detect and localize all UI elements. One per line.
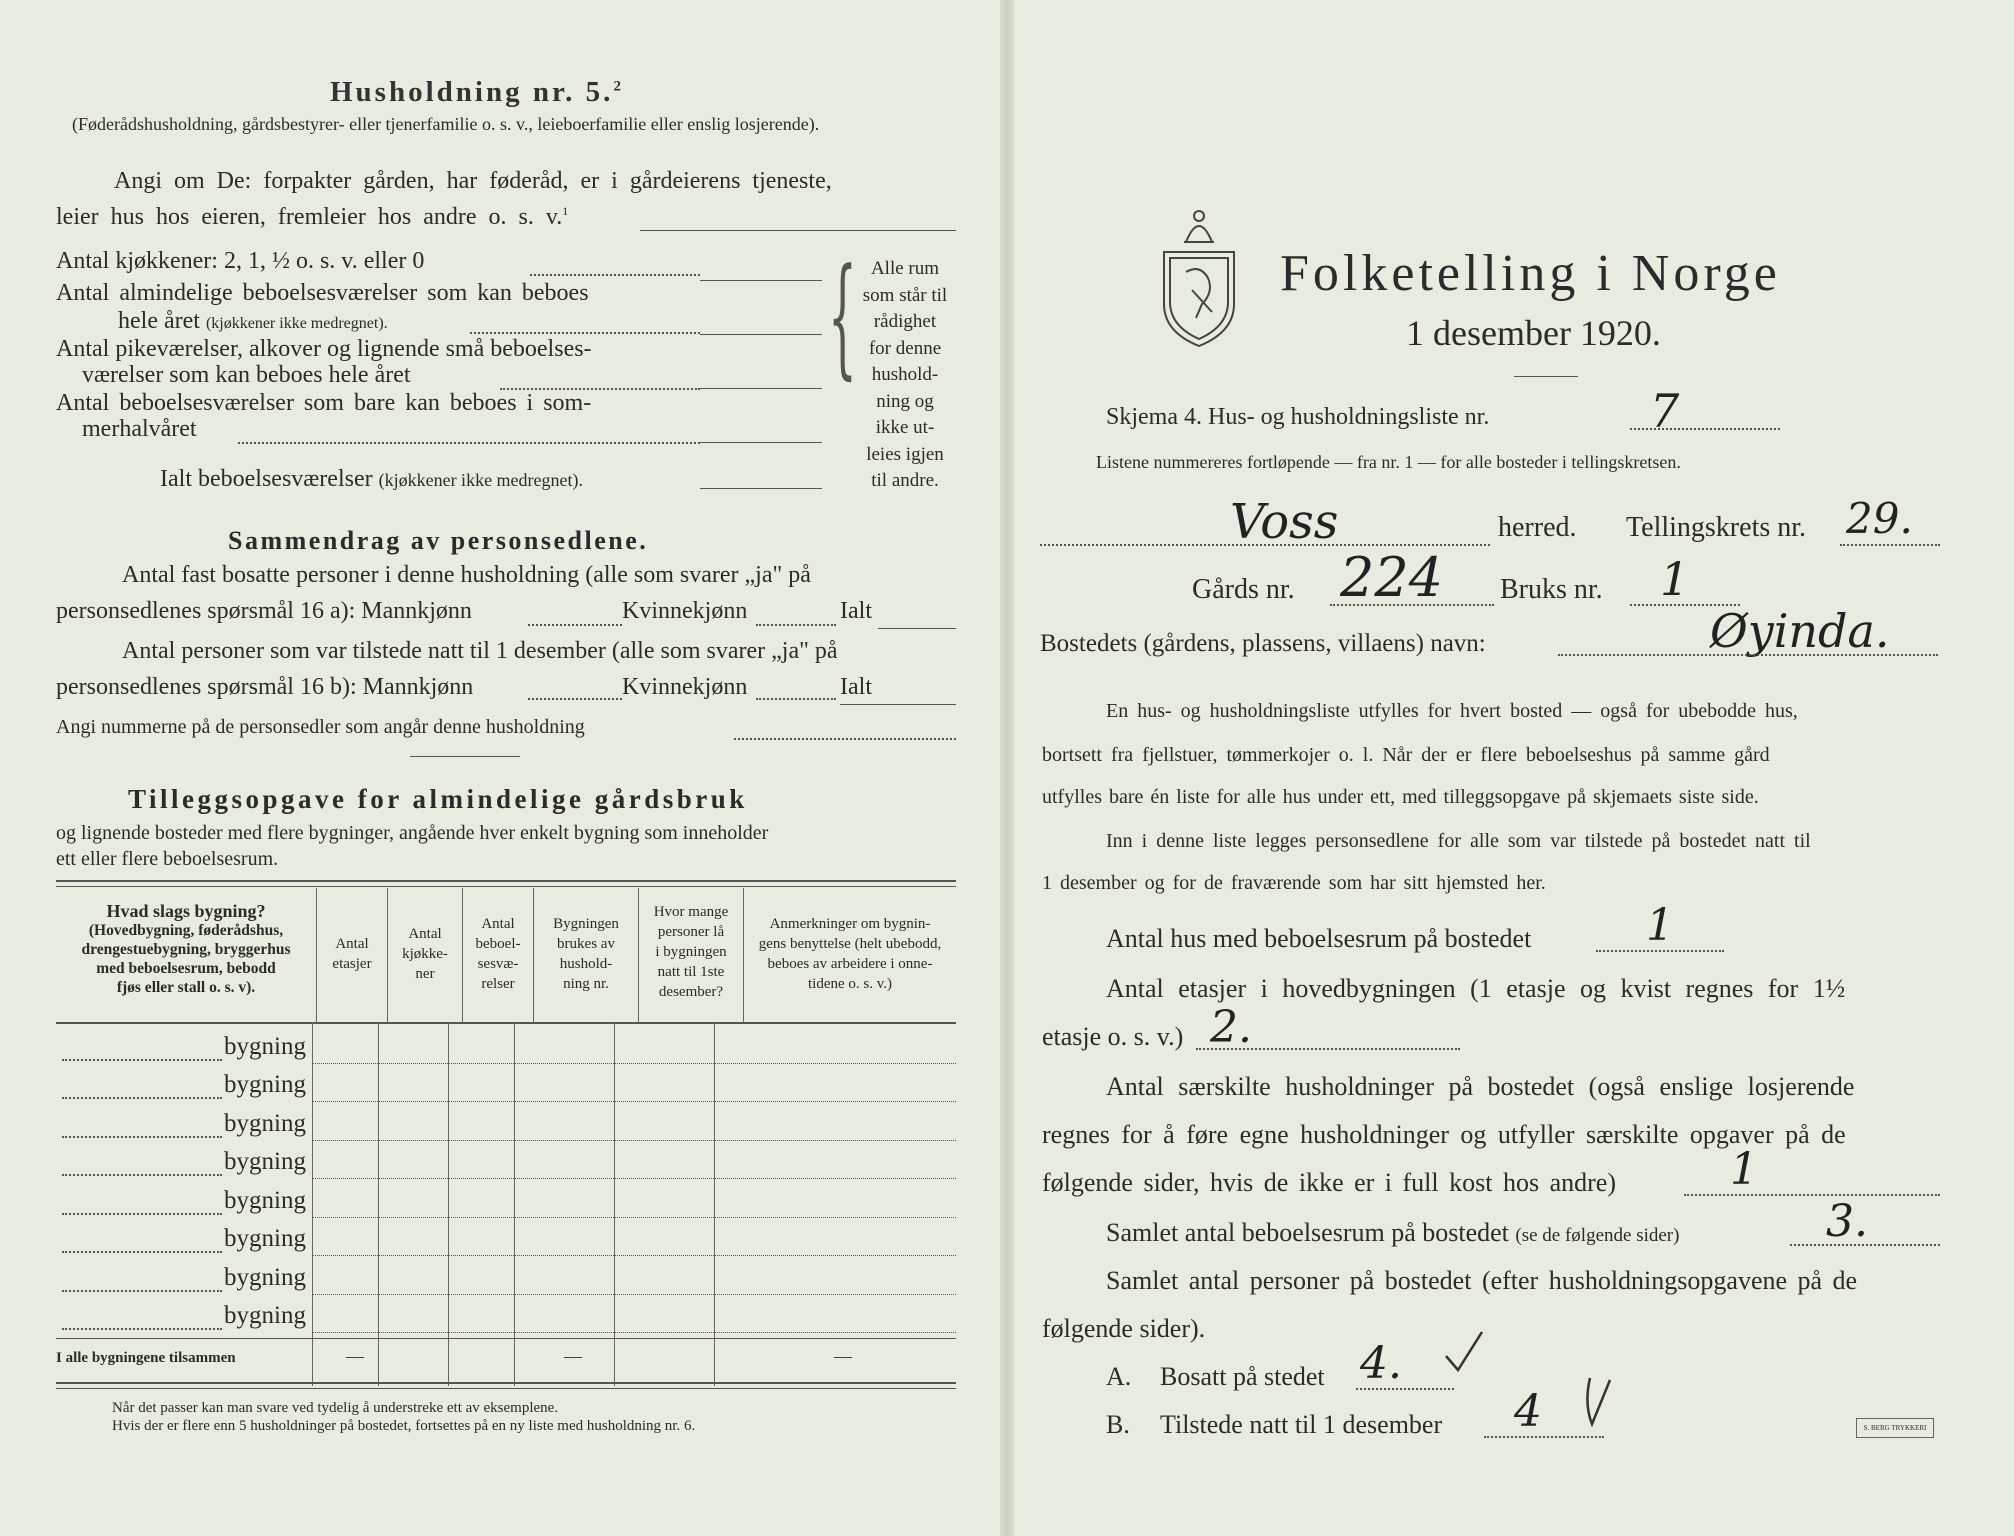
fast-mann-dots xyxy=(528,624,622,626)
check-mark-icon-2 xyxy=(1580,1374,1616,1430)
total-bottom-rule xyxy=(56,1382,956,1384)
herred-value: Voss xyxy=(1230,494,1339,550)
instr-5: 1 desember og for de fraværende som har sitt hjemsted her. xyxy=(1042,872,1546,894)
angi-answer-line xyxy=(640,230,956,231)
separator xyxy=(410,756,520,757)
fast-kvinne-dots xyxy=(756,624,836,626)
a-value: 4. xyxy=(1360,1338,1402,1389)
bosted-dots xyxy=(1558,654,1938,656)
building-row-rule xyxy=(312,1294,956,1295)
hushold-line-1: Antal særskilte husholdninger på bostedet (også enslige losjerende xyxy=(1106,1072,1855,1101)
building-row-rule xyxy=(312,1140,956,1141)
summary-heading: Sammendrag av personsedlene. xyxy=(228,526,649,555)
total-dash-husholdning: — xyxy=(564,1346,582,1366)
building-row-label: bygning xyxy=(224,1148,306,1175)
building-col-divider xyxy=(448,1022,449,1386)
total-bottom-rule-2 xyxy=(56,1388,956,1389)
header-hvor-mange: Hvor mange personer lå i bygningen natt til 1ste desember? xyxy=(639,888,744,1022)
building-row-label: bygning xyxy=(224,1109,306,1137)
form-date: 1 desember 1920. xyxy=(1406,313,1661,353)
sommer-line xyxy=(700,442,822,443)
tillegg-sub-2: ett eller flere beboelsesrum. xyxy=(56,848,279,870)
fast-kvinne-label: Kvinnekjønn xyxy=(622,598,748,624)
instr-3: utfylles bare én liste for alle hus under ett, med tilleggsopgave på skjemaets siste side. xyxy=(1042,786,1759,808)
tillegg-sub-1: og lignende bosteder med flere bygninger, angående hver enkelt bygning som inneholder xyxy=(56,822,769,844)
building-col-divider xyxy=(312,1022,313,1386)
building-row-rule xyxy=(312,1332,956,1333)
etasjer-line-1: Antal etasjer i hovedbygningen (1 etasje og kvist regnes for 1½ xyxy=(1106,974,1846,1003)
kjokkener-dots xyxy=(530,274,700,276)
building-col-divider xyxy=(614,1022,615,1386)
alm-line-2: hele året (kjøkkener ikke medregnet). xyxy=(118,308,388,334)
building-row-label: bygning xyxy=(224,1032,306,1060)
building-row xyxy=(56,1067,956,1106)
tilstede-ialt-label: Ialt xyxy=(840,674,872,700)
building-row-rule xyxy=(312,1063,956,1064)
building-row xyxy=(56,1221,956,1260)
tilstede-line-1: Antal personer som var tilstede natt til 1 desember (alle som svarer „ja" på xyxy=(122,638,838,664)
building-row-label: bygning xyxy=(224,1225,306,1252)
building-row xyxy=(56,1105,956,1144)
bosted-label: Bostedets (gårdens, plassens, villaens) navn: xyxy=(1040,630,1486,657)
listene-note: Listene nummereres fortløpende — fra nr. 1 — for alle bosteder i tellingskretsen. xyxy=(1096,452,1681,472)
angi-nummerne-dots xyxy=(734,738,956,740)
fast-line-2: personsedlenes spørsmål 16 a): Mannkjønn xyxy=(56,598,472,624)
building-type-dots xyxy=(62,1097,222,1099)
angi-nummerne: Angi nummerne på de personsedler som angår denne husholdning xyxy=(56,716,585,738)
table-top-rule-2 xyxy=(56,886,956,887)
skjema-value: 7 xyxy=(1650,384,1680,438)
header-brukes-av: Bygningen brukes av hushold- ning nr. xyxy=(534,888,639,1022)
gards-value: 224 xyxy=(1340,546,1444,609)
building-col-divider xyxy=(378,1022,379,1386)
total-dash-anm: — xyxy=(834,1346,852,1366)
alm-line xyxy=(700,334,822,335)
rum-dots xyxy=(1790,1244,1940,1246)
rum-value: 3. xyxy=(1826,1196,1868,1247)
hushold-line-3: følgende sider, hvis de ikke er i full kost hos andre) xyxy=(1042,1168,1616,1197)
angi-line-2: leier hus hos eieren, fremleier hos andre o. s. v.$^1$ xyxy=(56,204,569,230)
building-row-rule xyxy=(312,1217,956,1218)
a-dots xyxy=(1356,1388,1454,1390)
tellingskrets-dots xyxy=(1840,544,1940,546)
pers-line-1: Samlet antal personer på bostedet (efter husholdningsopgavene på de xyxy=(1106,1266,1858,1295)
building-col-divider xyxy=(714,1022,715,1386)
building-row-rule xyxy=(312,1255,956,1256)
header-hvad-slags: Hvad slags bygning? (Hovedbygning, føderådshus, drengestuebygning, bryggerhus med beboelsesrum, bebodd fjøs eller stall o. s. v). xyxy=(56,888,317,1022)
building-row-label: bygning xyxy=(224,1186,306,1214)
bosted-value: Øyinda. xyxy=(1710,604,1890,658)
alm-dots xyxy=(470,332,700,334)
tilstede-line-2: personsedlenes spørsmål 16 b): Mannkjønn xyxy=(56,674,474,700)
total-label: I alle bygningene tilsammen xyxy=(56,1350,236,1366)
header-kjokkener: Antal kjøkke- ner xyxy=(388,888,463,1022)
etasjer-dots xyxy=(1196,1048,1460,1050)
tilstede-ialt-line xyxy=(840,704,956,705)
sommer-line-2: merhalvåret xyxy=(82,416,197,442)
instr-4: Inn i denne liste legges personsedlene for alle som var tilstede på bostedet natt til xyxy=(1106,830,1811,852)
skjema-dots xyxy=(1630,428,1780,430)
a-label: A. xyxy=(1106,1362,1132,1391)
hushold-value: 1 xyxy=(1730,1144,1758,1195)
fast-line-1: Antal fast bosatte personer i denne husholdning (alle som svarer „ja" på xyxy=(122,562,811,588)
hus-label: Antal hus med beboelsesrum på bostedet xyxy=(1106,924,1532,953)
bruks-label: Bruks nr. xyxy=(1500,574,1603,605)
tilstede-mann-dots xyxy=(528,698,622,700)
pike-line-2: værelser som kan beboes hele året xyxy=(82,362,411,388)
household-title: Husholdning nr. 5.$^2$ xyxy=(330,76,624,108)
building-row-label: bygning xyxy=(224,1263,306,1291)
total-top-rule xyxy=(56,1338,956,1339)
title-rule xyxy=(1514,376,1578,377)
building-type-dots xyxy=(62,1174,222,1176)
ialt-rooms-label: Ialt beboelsesværelser (kjøkkener ikke medregnet). xyxy=(160,466,584,492)
b-text: Tilstede natt til 1 desember xyxy=(1160,1410,1443,1439)
header-beboelsesv: Antal beboel- sesvæ- relser xyxy=(463,888,534,1022)
hus-value: 1 xyxy=(1646,900,1674,951)
building-row xyxy=(56,1028,956,1067)
header-anmerkninger: Anmerkninger om bygnin- gens benyttelse (helt ubebodd, beboes av arbeidere i onne- tidene o. s. v.) xyxy=(758,916,942,992)
building-type-dots xyxy=(62,1328,222,1330)
building-row xyxy=(56,1298,956,1337)
herred-label: herred. xyxy=(1498,512,1577,543)
bruks-value: 1 xyxy=(1660,552,1690,606)
fast-ialt-line xyxy=(878,628,956,629)
building-table-header xyxy=(56,888,956,1022)
pike-line xyxy=(700,388,822,389)
hushold-dots xyxy=(1684,1194,1940,1196)
tellingskrets-label: Tellingskrets nr. xyxy=(1626,512,1807,543)
ialt-rooms-line xyxy=(700,488,822,489)
footnote-2: Hvis der er flere enn 5 husholdninger på bostedet, fortsettes på en ny liste med husholdning nr. 6. xyxy=(112,1418,696,1434)
check-mark-icon xyxy=(1440,1326,1490,1376)
pike-line-1: Antal pikeværelser, alkover og lignende små beboelses- xyxy=(56,336,592,362)
angi-line-1: Angi om De: forpakter gården, har føderåd, er i gårdeierens tjeneste, xyxy=(114,168,832,194)
coat-of-arms-icon xyxy=(1156,200,1242,350)
building-row-label: bygning xyxy=(224,1071,306,1098)
b-value: 4 xyxy=(1514,1386,1542,1437)
building-row xyxy=(56,1144,956,1183)
kjokkener-label: Antal kjøkkener: 2, 1, ½ o. s. v. eller 0 xyxy=(56,248,425,274)
etasjer-value: 2. xyxy=(1210,1002,1252,1053)
building-type-dots xyxy=(62,1213,222,1215)
household-subtitle: (Føderådshusholdning, gårdsbestyrer- eller tjenerfamilie o. s. v., leieboerfamilie eller enslig losjerende). xyxy=(72,114,820,134)
kjokkener-line xyxy=(700,280,822,281)
page-fold xyxy=(1000,0,1014,1536)
fast-ialt-label: Ialt xyxy=(840,598,872,624)
pers-line-2: følgende sider). xyxy=(1042,1314,1206,1343)
building-type-dots xyxy=(62,1251,222,1253)
hus-dots xyxy=(1596,950,1724,952)
sommer-line-1: Antal beboelsesværelser som bare kan beboes i som- xyxy=(56,390,592,416)
instr-1: En hus- og husholdningsliste utfylles for hvert bosted — også for ubebodde hus, xyxy=(1106,700,1798,722)
tilstede-kvinne-dots xyxy=(756,698,836,700)
building-row xyxy=(56,1182,956,1221)
brace: { xyxy=(828,240,857,392)
building-row xyxy=(56,1259,956,1298)
b-label: B. xyxy=(1106,1410,1130,1439)
b-dots xyxy=(1484,1436,1604,1438)
gards-label: Gårds nr. xyxy=(1192,574,1295,605)
skjema-label: Skjema 4. Hus- og husholdningsliste nr. xyxy=(1106,404,1490,430)
building-row-rule xyxy=(312,1178,956,1179)
tillegg-heading: Tilleggsopgave for almindelige gårdsbruk xyxy=(128,784,748,814)
instr-2: bortsett fra fjellstuer, tømmerkojer o. l. Når der er flere beboelseshus på samme gård xyxy=(1042,744,1770,766)
gards-dots xyxy=(1330,604,1494,606)
sommer-dots xyxy=(238,442,700,444)
table-header-rule xyxy=(56,1022,956,1024)
building-type-dots xyxy=(62,1059,222,1061)
a-text: Bosatt på stedet xyxy=(1160,1362,1325,1391)
printer-stamp: S. BERG TRYKKERI xyxy=(1856,1418,1934,1438)
building-col-divider xyxy=(514,1022,515,1386)
rooms-note: Alle rum som står til rådighet for denne hushold- ning og ikke ut- leies igjen til andre. xyxy=(862,258,948,491)
header-etasjer: Antal etasjer xyxy=(317,888,388,1022)
building-type-dots xyxy=(62,1290,222,1292)
hushold-line-2: regnes for å føre egne husholdninger og utfyller særskilte opgaver på de xyxy=(1042,1120,1846,1149)
building-type-dots xyxy=(62,1136,222,1138)
building-row-label: bygning xyxy=(224,1302,306,1329)
rum-label: Samlet antal beboelsesrum på bostedet (se de følgende sider) xyxy=(1106,1218,1680,1247)
alm-line-1: Antal almindelige beboelsesværelser som kan beboes xyxy=(56,280,589,306)
table-top-rule-1 xyxy=(56,880,956,882)
etasjer-line-2: etasje o. s. v.) xyxy=(1042,1022,1184,1051)
building-row-rule xyxy=(312,1101,956,1102)
tellingskrets-value: 29. xyxy=(1846,494,1913,543)
tilstede-kvinne-label: Kvinnekjønn xyxy=(622,674,748,700)
footnote-1: Når det passer kan man svare ved tydelig å understreke ett av eksemplene. xyxy=(112,1400,559,1416)
total-dash-etasjer: — xyxy=(346,1346,364,1366)
form-title: Folketelling i Norge xyxy=(1280,245,1781,302)
